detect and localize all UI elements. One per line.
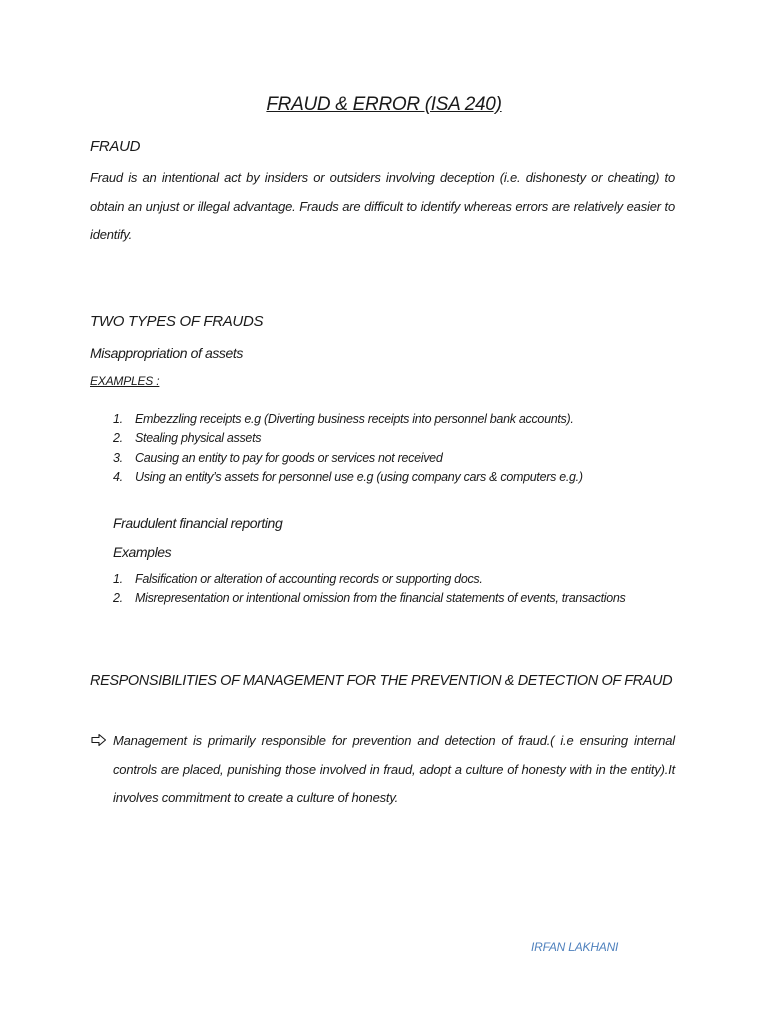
list-number: 4. (113, 469, 123, 484)
list-item-text: Stealing physical assets (135, 431, 262, 446)
author-footer: IRFAN LAKHANI (531, 940, 619, 954)
list-number: 1. (113, 412, 123, 426)
list-item (90, 449, 583, 468)
list-item (90, 589, 626, 608)
misappropriation-examples-list (90, 410, 583, 487)
list-item-text: Using an entity’s assets for personnel use e.g (using company cars & computers e.g.) (135, 469, 583, 484)
list-item-text: Misrepresentation or intentional omission from the financial statements of events, transactions (135, 591, 626, 606)
list-number: 2. (113, 431, 123, 446)
right-arrow-icon (91, 733, 107, 747)
fraud-definition: Fraud is an intentional act by insiders or outsiders involving deception (i.e. dishonesty or cheating) to obtain an unjust or illegal advantage. Frauds are difficult to identify whereas errors are relatively easier to identify. (90, 170, 675, 243)
list-item (90, 410, 583, 429)
examples-label: EXAMPLES : (90, 374, 160, 388)
document-title: FRAUD & ERROR (ISA 240) (266, 94, 502, 115)
list-item (90, 570, 626, 589)
fraud-heading: FRAUD (90, 138, 141, 155)
list-item-text: Causing an entity to pay for goods or services not received (135, 450, 443, 465)
list-number: 2. (113, 591, 123, 606)
fraudulent-reporting-examples-list (90, 570, 626, 609)
list-item-text: Falsification or alteration of accounting records or supporting docs. (135, 572, 483, 586)
list-number: 1. (113, 572, 123, 586)
list-number: 3. (113, 450, 123, 465)
responsibilities-bullet-text: Management is primarily responsible for prevention and detection of fraud.( i.e ensuring internal controls are placed, punishing those involved in fraud, adopt a culture of honesty with in the entity).It involves commitment to create a culture of honesty. (113, 733, 675, 806)
list-item (90, 468, 583, 487)
fraudulent-reporting-heading: Fraudulent financial reporting (113, 515, 283, 531)
misappropriation-heading: Misappropriation of assets (90, 345, 244, 361)
list-item (90, 429, 583, 448)
types-heading: TWO TYPES OF FRAUDS (90, 313, 264, 330)
list-item-text: Embezzling receipts e.g (Diverting business receipts into personnel bank accounts). (135, 412, 574, 426)
fraudulent-reporting-examples-label: Examples (113, 544, 172, 560)
responsibilities-heading: RESPONSIBILITIES OF MANAGEMENT FOR THE PREVENTION & DETECTION OF FRAUD (90, 673, 673, 689)
